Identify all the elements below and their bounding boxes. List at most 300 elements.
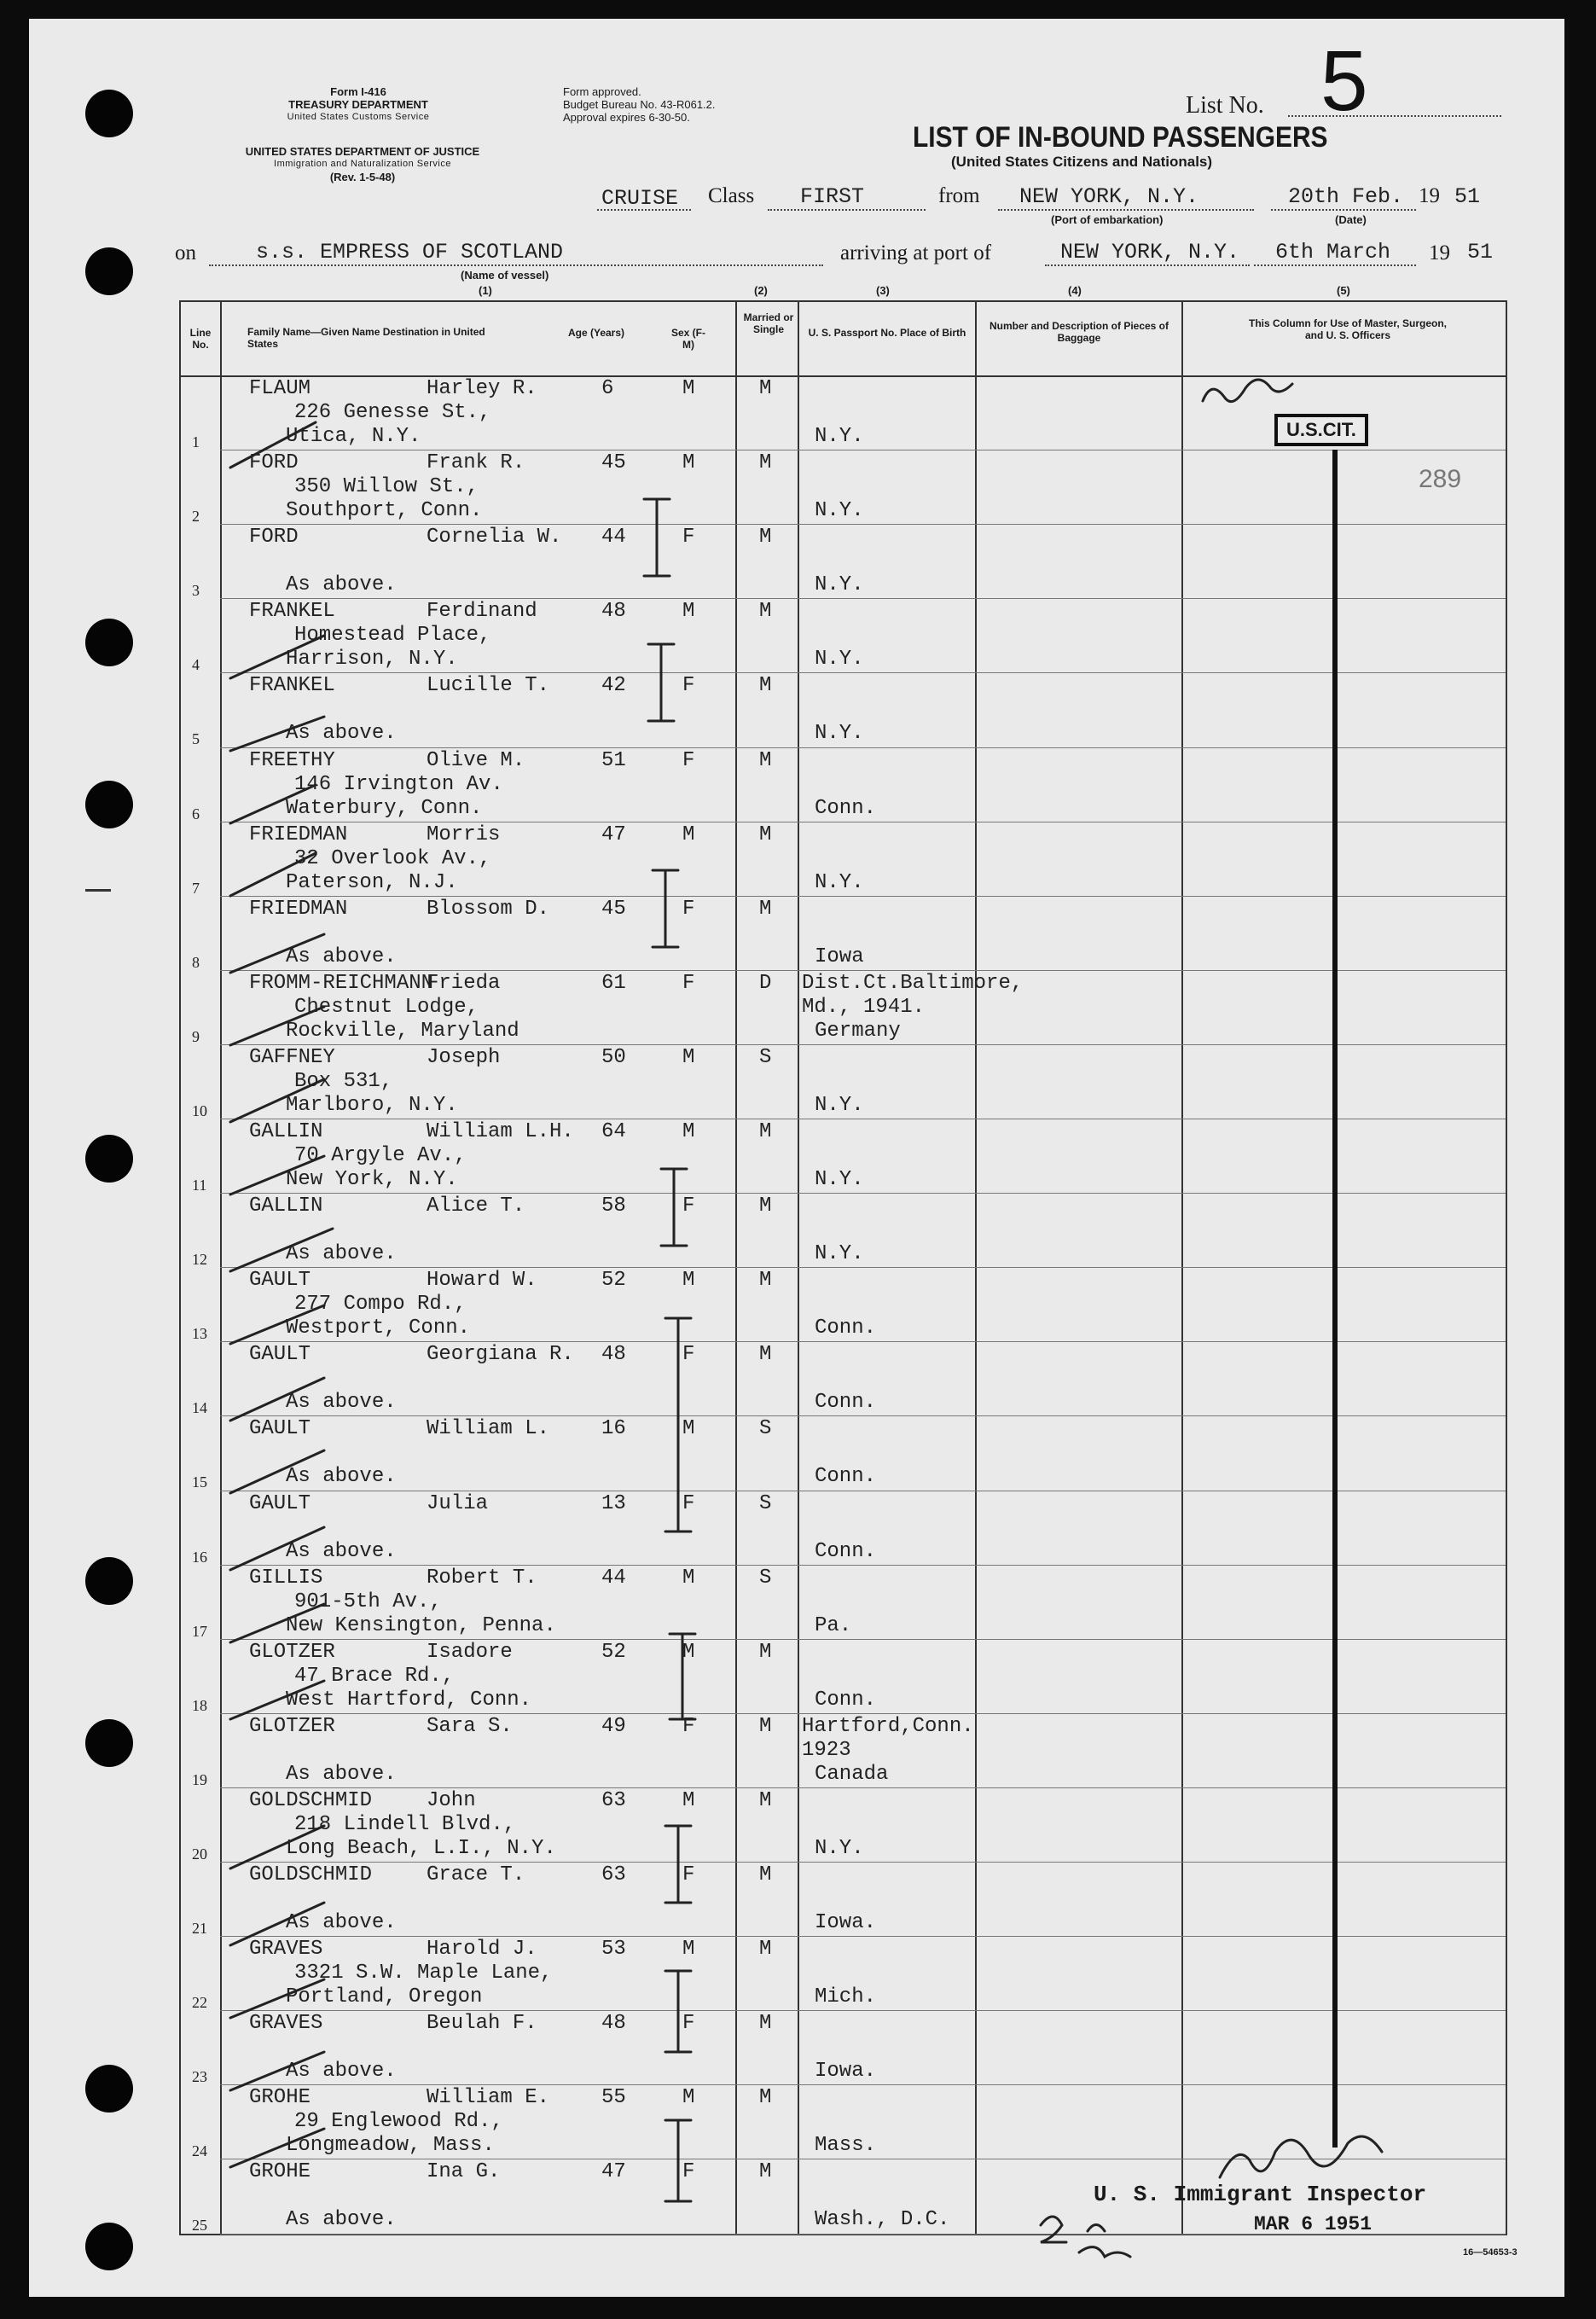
- place-of-birth: N.Y.: [815, 1168, 864, 1191]
- passenger-age: 51: [601, 748, 626, 772]
- col-number-2: (2): [754, 284, 768, 297]
- vessel-caption: (Name of vessel): [461, 269, 549, 282]
- passenger-age: 48: [601, 1343, 626, 1367]
- line-number: 7: [192, 879, 200, 897]
- year-suffix: 51: [1454, 184, 1481, 209]
- form-code: 16—54653-3: [1463, 2247, 1518, 2258]
- passenger-marital-status: M: [759, 1640, 772, 1664]
- passenger-surname: GAULT: [249, 1417, 311, 1441]
- port-embark-caption: (Port of embarkation): [1051, 213, 1164, 226]
- passenger-given-name: Frieda: [427, 971, 501, 995]
- place-of-birth: Conn.: [815, 1391, 877, 1415]
- place-of-birth: N.Y.: [815, 1093, 864, 1117]
- passenger-surname: GROHE: [249, 2086, 311, 2110]
- check-mark: [230, 1450, 324, 1493]
- passenger-sex: F: [682, 1491, 695, 1515]
- line-number: 5: [192, 730, 200, 748]
- class-label: Class: [708, 184, 755, 207]
- passenger-marital-status: S: [759, 1491, 772, 1515]
- passenger-sex: F: [682, 1863, 695, 1886]
- passenger-age: 45: [601, 897, 626, 921]
- check-mark: [230, 1979, 324, 2018]
- bracket-mark: [665, 1971, 691, 2052]
- passenger-marital-status: M: [759, 2012, 772, 2036]
- citizen-stamp: U.S.CIT.: [1274, 414, 1368, 446]
- passenger-surname: GRAVES: [249, 1938, 323, 1962]
- passenger-age: 50: [601, 1045, 626, 1069]
- passenger-surname: GALLIN: [249, 1120, 323, 1143]
- check-mark: [230, 2052, 324, 2090]
- passenger-address: 901-5th Av.,: [294, 1590, 442, 1613]
- header-baggage: Number and Description of Pieces of Baggage: [989, 320, 1169, 344]
- passenger-destination: As above.: [286, 2208, 397, 2232]
- passenger-address: 29 Englewood Rd.,: [294, 2110, 503, 2134]
- passenger-destination: Long Beach, L.I., N.Y.: [286, 1836, 556, 1860]
- passenger-surname: FRIEDMAN: [249, 822, 348, 846]
- passenger-destination: Portland, Oregon: [286, 1985, 483, 2009]
- place-of-birth: Conn.: [815, 796, 877, 820]
- bracket-mark: [670, 1634, 695, 1719]
- passenger-given-name: Julia: [427, 1491, 489, 1515]
- check-mark: [230, 1079, 324, 1122]
- place-of-birth: Iowa: [815, 944, 864, 968]
- header-name: Family Name—Given Name Destination in United States: [247, 326, 485, 350]
- passenger-sex: F: [682, 1343, 695, 1367]
- passenger-given-name: Robert T.: [427, 1566, 537, 1590]
- passenger-sex: M: [682, 600, 695, 624]
- line-number: 3: [192, 582, 200, 600]
- passenger-address: 47 Brace Rd.,: [294, 1664, 455, 1688]
- passenger-address: 70 Argyle Av.,: [294, 1144, 467, 1167]
- line-number: 4: [192, 656, 200, 674]
- inspector-stamp: U. S. Immigrant Inspector: [1094, 2182, 1427, 2207]
- passenger-age: 52: [601, 1269, 626, 1293]
- line-number: 18: [192, 1696, 207, 1714]
- check-mark: [230, 422, 316, 468]
- passenger-given-name: Beulah F.: [427, 2012, 537, 2036]
- passenger-given-name: Ferdinand: [427, 600, 537, 624]
- passenger-destination: Waterbury, Conn.: [286, 796, 483, 820]
- place-of-birth: Mass.: [815, 2134, 877, 2158]
- passenger-age: 44: [601, 1566, 626, 1590]
- passenger-sex: M: [682, 1045, 695, 1069]
- passenger-given-name: Grace T.: [427, 1863, 525, 1886]
- passenger-sex: F: [682, 1194, 695, 1218]
- place-of-birth: Conn.: [815, 1688, 877, 1712]
- page-title: LIST OF IN-BOUND PASSENGERS: [913, 121, 1328, 154]
- check-mark: [230, 1305, 324, 1344]
- arrival-date: 6th March: [1275, 240, 1391, 264]
- passenger-age: 6: [601, 377, 614, 400]
- passenger-surname: GLOTZER: [249, 1640, 335, 1664]
- check-mark: [230, 853, 316, 896]
- passenger-age: 13: [601, 1491, 626, 1515]
- passenger-sex: F: [682, 526, 695, 549]
- place-of-birth: Conn.: [815, 1316, 877, 1340]
- line-number: 21: [192, 1920, 207, 1937]
- place-of-birth: Pa.: [815, 1613, 852, 1637]
- line-number: 15: [192, 1473, 207, 1491]
- passenger-destination: Utica, N.Y.: [286, 425, 421, 448]
- signature-scrawl: [1203, 380, 1292, 402]
- passenger-marital-status: M: [759, 1269, 772, 1293]
- line-number: 14: [192, 1399, 207, 1417]
- passenger-marital-status: S: [759, 1417, 772, 1441]
- passenger-marital-status: M: [759, 748, 772, 772]
- passenger-surname: FROMM-REICHMANN: [249, 971, 434, 995]
- passenger-sex: M: [682, 2086, 695, 2110]
- passenger-sex: F: [682, 674, 695, 698]
- passenger-surname: GAULT: [249, 1491, 311, 1515]
- bracket-mark: [665, 1318, 691, 1531]
- passenger-age: 44: [601, 526, 626, 549]
- bracket-mark: [648, 644, 674, 721]
- passenger-destination: Southport, Conn.: [286, 499, 483, 523]
- place-of-birth: N.Y.: [815, 573, 864, 597]
- place-of-birth: Wash., D.C.: [815, 2208, 950, 2232]
- place-of-birth: Conn.: [815, 1465, 877, 1489]
- departure-date: 20th Feb.: [1288, 184, 1404, 209]
- passenger-marital-status: M: [759, 1938, 772, 1962]
- passenger-destination: New York, N.Y.: [286, 1168, 458, 1191]
- passenger-marital-status: M: [759, 1863, 772, 1886]
- passenger-given-name: Olive M.: [427, 748, 525, 772]
- place-of-birth: N.Y.: [815, 870, 864, 894]
- passenger-destination: As above.: [286, 573, 397, 597]
- passenger-given-name: William E.: [427, 2086, 550, 2110]
- vessel-name: s.s. EMPRESS OF SCOTLAND: [256, 240, 564, 264]
- passenger-marital-status: M: [759, 526, 772, 549]
- passenger-surname: GOLDSCHMID: [249, 1863, 373, 1886]
- check-mark: [230, 2129, 324, 2167]
- passport-note: Dist.Ct.Baltimore,: [802, 971, 1024, 995]
- bracket-mark: [653, 870, 678, 947]
- passenger-destination: As above.: [286, 722, 397, 746]
- passenger-age: 47: [601, 822, 626, 846]
- passenger-sex: M: [682, 822, 695, 846]
- passenger-destination: Rockville, Maryland: [286, 1019, 519, 1043]
- check-mark: [230, 1007, 324, 1045]
- bracket-mark: [665, 1826, 691, 1903]
- place-of-birth: N.Y.: [815, 1836, 864, 1860]
- passenger-surname: FLAUM: [249, 377, 311, 400]
- place-of-birth: Iowa.: [815, 2060, 877, 2084]
- place-of-birth: N.Y.: [815, 722, 864, 746]
- passenger-sex: M: [682, 377, 695, 400]
- arriving-label: arriving at port of: [840, 241, 992, 264]
- passenger-marital-status: M: [759, 2086, 772, 2110]
- passenger-sex: M: [682, 1640, 695, 1664]
- passenger-marital-status: M: [759, 1714, 772, 1738]
- passenger-address: 226 Genesse St.,: [294, 401, 491, 424]
- passenger-surname: GILLIS: [249, 1566, 323, 1590]
- line-number: 13: [192, 1325, 207, 1343]
- header-line-no: Line No.: [189, 327, 212, 351]
- header-age: Age (Years): [567, 327, 625, 339]
- passenger-surname: FORD: [249, 526, 299, 549]
- passenger-surname: GRAVES: [249, 2012, 323, 2036]
- from-label: from: [938, 184, 980, 207]
- passenger-marital-status: D: [759, 971, 772, 995]
- passenger-surname: FRANKEL: [249, 600, 335, 624]
- passenger-address: 218 Lindell Blvd.,: [294, 1812, 516, 1836]
- passenger-given-name: Lucille T.: [427, 674, 550, 698]
- passenger-given-name: Howard W.: [427, 1269, 537, 1293]
- place-of-birth: N.Y.: [815, 425, 864, 448]
- line-number: 12: [192, 1251, 207, 1269]
- on-label: on: [175, 241, 196, 264]
- passenger-destination: As above.: [286, 1242, 397, 1266]
- passenger-marital-status: M: [759, 600, 772, 624]
- passenger-age: 48: [601, 2012, 626, 2036]
- check-mark: [230, 934, 324, 973]
- from-port: NEW YORK, N.Y.: [1019, 184, 1199, 209]
- passenger-given-name: Ina G.: [427, 2160, 501, 2184]
- passenger-given-name: William L.: [427, 1417, 550, 1441]
- header-married: Married or Single: [743, 311, 794, 335]
- passenger-given-name: Joseph: [427, 1045, 501, 1069]
- passenger-sex: M: [682, 1417, 695, 1441]
- passenger-age: 61: [601, 971, 626, 995]
- passenger-address: 32 Overlook Av.,: [294, 846, 491, 870]
- passenger-surname: GROHE: [249, 2160, 311, 2184]
- place-of-birth: Conn.: [815, 1539, 877, 1563]
- revision: (Rev. 1-5-48): [329, 171, 396, 183]
- handwritten-number-289: 289: [1419, 465, 1462, 493]
- passenger-age: 58: [601, 1194, 626, 1218]
- arrival-port: NEW YORK, N.Y.: [1060, 240, 1240, 264]
- passenger-sex: M: [682, 1269, 695, 1293]
- line-number: 9: [192, 1027, 200, 1045]
- passenger-destination: New Kensington, Penna.: [286, 1613, 556, 1637]
- form-number: Form I-416: [330, 85, 386, 98]
- check-mark: [230, 1378, 324, 1421]
- check-mark: [230, 1826, 324, 1869]
- passenger-surname: GAFFNEY: [249, 1045, 335, 1069]
- place-of-birth: Canada: [815, 1762, 889, 1786]
- passenger-age: 48: [601, 600, 626, 624]
- passenger-destination: As above.: [286, 2060, 397, 2084]
- place-of-birth: Iowa.: [815, 1911, 877, 1934]
- line-number: 17: [192, 1622, 207, 1640]
- line-number: 24: [192, 2142, 207, 2160]
- passenger-marital-status: M: [759, 822, 772, 846]
- check-mark: [230, 1681, 324, 1719]
- passenger-surname: GAULT: [249, 1343, 311, 1367]
- check-mark: [230, 785, 316, 823]
- passport-note: Hartford,Conn.: [802, 1714, 974, 1738]
- passenger-marital-status: S: [759, 1045, 772, 1069]
- passenger-given-name: Georgiana R.: [427, 1343, 574, 1367]
- line-number: 23: [192, 2068, 207, 2086]
- passenger-sex: M: [682, 1788, 695, 1812]
- passenger-destination: West Hartford, Conn.: [286, 1688, 532, 1712]
- customs-service: United States Customs Service: [287, 112, 430, 122]
- list-no-label: List No.: [1186, 92, 1264, 119]
- check-mark: [230, 1156, 324, 1194]
- passport-note: 1923: [802, 1738, 851, 1762]
- passenger-sex: F: [682, 2160, 695, 2184]
- check-mark: [230, 1229, 333, 1271]
- passenger-given-name: Harold J.: [427, 1938, 537, 1962]
- passenger-destination: Paterson, N.J.: [286, 870, 458, 894]
- col-number-5: (5): [1337, 284, 1350, 297]
- passenger-sex: M: [682, 1566, 695, 1590]
- passenger-age: 53: [601, 1938, 626, 1962]
- line-number: 20: [192, 1845, 207, 1863]
- passenger-age: 42: [601, 674, 626, 698]
- line-number: 1: [192, 433, 200, 450]
- passenger-sex: M: [682, 451, 695, 475]
- passenger-given-name: Frank R.: [427, 451, 525, 475]
- list-no-value: 5: [1320, 33, 1368, 129]
- passenger-address: 146 Irvington Av.: [294, 772, 503, 796]
- passenger-marital-status: M: [759, 674, 772, 698]
- passenger-marital-status: M: [759, 1194, 772, 1218]
- col-number-3: (3): [876, 284, 890, 297]
- line-number: 10: [192, 1101, 207, 1119]
- check-mark: [230, 636, 324, 678]
- passenger-marital-status: M: [759, 897, 772, 921]
- passenger-address: 350 Willow St.,: [294, 475, 479, 499]
- passenger-destination: As above.: [286, 1391, 397, 1415]
- header-sex: Sex (F-M): [670, 327, 705, 351]
- header-officers: This Column for Use of Master, Surgeon, and U. S. Officers: [1248, 317, 1448, 341]
- passenger-age: 47: [601, 2160, 626, 2184]
- justice-department: UNITED STATES DEPARTMENT OF JUSTICE: [245, 145, 480, 158]
- passenger-given-name: John: [427, 1788, 476, 1812]
- passenger-age: 64: [601, 1120, 626, 1143]
- passenger-destination: Westport, Conn.: [286, 1316, 471, 1340]
- line-number: 16: [192, 1548, 207, 1566]
- line-number: 25: [192, 2217, 207, 2235]
- passenger-sex: M: [682, 1938, 695, 1962]
- passenger-marital-status: M: [759, 451, 772, 475]
- passenger-given-name: Morris: [427, 822, 501, 846]
- passenger-sex: F: [682, 2012, 695, 2036]
- passenger-destination: As above.: [286, 944, 397, 968]
- page-subtitle: (United States Citizens and Nationals): [951, 154, 1213, 170]
- passenger-destination: Harrison, N.Y.: [286, 648, 458, 671]
- passenger-given-name: Harley R.: [427, 377, 537, 400]
- passenger-sex: M: [682, 1120, 695, 1143]
- form-approved: Form approved.: [563, 85, 641, 98]
- passenger-marital-status: S: [759, 1566, 772, 1590]
- passenger-address: Box 531,: [294, 1069, 393, 1093]
- year-prefix: 19: [1419, 184, 1440, 207]
- inspector-signature: [1220, 2136, 1382, 2177]
- ins-service: Immigration and Naturalization Service: [274, 159, 451, 169]
- passenger-given-name: Isadore: [427, 1640, 513, 1664]
- passenger-surname: FRIEDMAN: [249, 897, 348, 921]
- passenger-given-name: William L.H.: [427, 1120, 574, 1143]
- line-number: 19: [192, 1770, 207, 1788]
- passenger-given-name: Cornelia W.: [427, 526, 562, 549]
- passenger-address: Homestead Place,: [294, 624, 491, 648]
- cruise-label: CRUISE: [601, 186, 679, 211]
- passenger-destination: As above.: [286, 1465, 397, 1489]
- date-caption: (Date): [1335, 213, 1367, 226]
- passenger-given-name: Blossom D.: [427, 897, 550, 921]
- col-number-4: (4): [1068, 284, 1082, 297]
- check-mark: [230, 1604, 324, 1642]
- passenger-marital-status: M: [759, 1343, 772, 1367]
- place-of-birth: Mich.: [815, 1985, 877, 2009]
- passenger-destination: Marlboro, N.Y.: [286, 1093, 458, 1117]
- treasury-department: TREASURY DEPARTMENT: [288, 98, 428, 111]
- col-number-1: (1): [479, 284, 492, 297]
- arrival-year-suffix: 51: [1467, 240, 1494, 264]
- bracket-mark: [644, 499, 670, 576]
- passenger-given-name: Sara S.: [427, 1714, 513, 1738]
- passenger-age: 63: [601, 1788, 626, 1812]
- passenger-sex: F: [682, 971, 695, 995]
- passenger-surname: GALLIN: [249, 1194, 323, 1218]
- passenger-destination: Longmeadow, Mass.: [286, 2134, 495, 2158]
- budget-bureau: Budget Bureau No. 43-R061.2.: [563, 98, 716, 111]
- passenger-age: 55: [601, 2086, 626, 2110]
- passenger-age: 49: [601, 1714, 626, 1738]
- check-mark: [230, 1903, 324, 1945]
- check-mark: [230, 1527, 324, 1570]
- passport-note: Md., 1941.: [802, 995, 926, 1019]
- approval-expires: Approval expires 6-30-50.: [563, 111, 690, 124]
- passenger-surname: FRANKEL: [249, 674, 335, 698]
- header-passport: U. S. Passport No. Place of Birth: [808, 327, 966, 339]
- passenger-address: Chestnut Lodge,: [294, 995, 479, 1019]
- place-of-birth: N.Y.: [815, 499, 864, 523]
- passenger-given-name: Alice T.: [427, 1194, 525, 1218]
- line-number: 6: [192, 805, 200, 822]
- passenger-sex: F: [682, 897, 695, 921]
- passenger-marital-status: M: [759, 377, 772, 400]
- line-number: 8: [192, 953, 200, 971]
- passenger-age: 16: [601, 1417, 626, 1441]
- line-number: 22: [192, 1994, 207, 2012]
- bracket-mark: [661, 1169, 687, 1246]
- passenger-surname: FREETHY: [249, 748, 335, 772]
- passenger-destination: As above.: [286, 1539, 397, 1563]
- passenger-address: 3321 S.W. Maple Lane,: [294, 1962, 553, 1985]
- initials-mark: [1041, 2217, 1130, 2257]
- line-number: 2: [192, 508, 200, 526]
- passenger-age: 63: [601, 1863, 626, 1886]
- place-of-birth: N.Y.: [815, 648, 864, 671]
- passenger-surname: FORD: [249, 451, 299, 475]
- passenger-sex: F: [682, 748, 695, 772]
- bracket-mark: [665, 2120, 691, 2201]
- passenger-destination: As above.: [286, 1911, 397, 1934]
- place-of-birth: N.Y.: [815, 1242, 864, 1266]
- passenger-destination: As above.: [286, 1762, 397, 1786]
- place-of-birth: Germany: [815, 1019, 901, 1043]
- class-value: FIRST: [800, 184, 865, 209]
- line-number: 11: [192, 1177, 207, 1194]
- inspection-date-stamp: MAR 6 1951: [1254, 2213, 1373, 2235]
- passenger-surname: GOLDSCHMID: [249, 1788, 373, 1812]
- passenger-surname: GAULT: [249, 1269, 311, 1293]
- arrival-year-prefix: 19: [1429, 241, 1450, 264]
- passenger-marital-status: M: [759, 2160, 772, 2184]
- passenger-address: 277 Compo Rd.,: [294, 1293, 467, 1316]
- passenger-marital-status: M: [759, 1788, 772, 1812]
- passenger-age: 45: [601, 451, 626, 475]
- passenger-age: 52: [601, 1640, 626, 1664]
- passenger-surname: GLOTZER: [249, 1714, 335, 1738]
- check-mark: [230, 717, 324, 751]
- passenger-sex: F: [682, 1714, 695, 1738]
- passenger-marital-status: M: [759, 1120, 772, 1143]
